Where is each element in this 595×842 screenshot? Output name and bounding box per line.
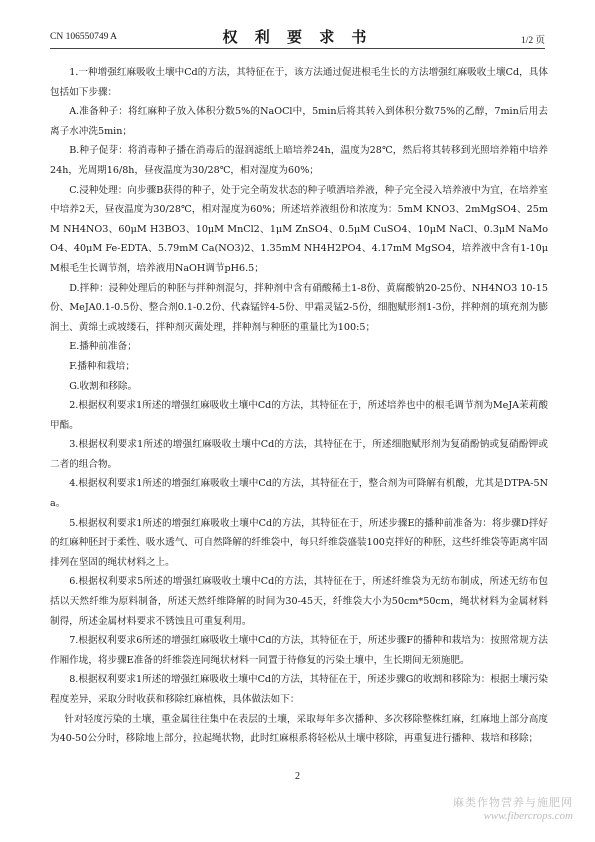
claim-5: 5.根据权利要求1所述的增强红麻吸收土壤中Cd的方法，其特征在于，所述步骤E的播种前准备为：将步骤D拌好的红麻种胚封于柔性、吸水透气、可自然降解的纤维袋中，每只纤维袋盛装100克拌好的种胚，这些纤维袋等距离牢固排列在坚固的绳状材料之上。 (50, 517, 548, 568)
claim-1-step-e: E.播种前准备； (69, 341, 137, 353)
claim-1-step-g: G.收割和移除。 (69, 380, 138, 392)
claim-8: 8.根据权利要求1所述的增强红麻吸收土壤中Cd的方法，其特征在于，所述步骤G的收割和移除为：根据土壤污染程度差异，采取分时收获和移除红麻植株，具体做法如下： (50, 674, 548, 705)
document-title: 权 利 要 求 书 (222, 28, 373, 46)
claim-1-step-a: A.准备种子：将红麻种子放入体积分数5%的NaOCl中，5min后将其转入到体积分数75%的乙醇，7min后用去离子水冲洗5min； (50, 106, 548, 137)
page-info: 1/2 页 (520, 36, 545, 46)
claim-1-step-f: F.播种和栽培； (69, 360, 135, 372)
claim-2: 2.根据权利要求1所述的增强红麻吸收土壤中Cd的方法，其特征在于，所述培养也中的根毛调节剂为MeJA茉莉酸甲酯。 (50, 400, 548, 431)
claim-1-step-b: B.种子促芽：将消毒种子播在消毒后的湿润滤纸上暗培养24h，温度为28℃，然后将其转移到光照培养箱中培养24h，光周期16/8h，昼夜温度为30/28℃，相对湿度为60%； (50, 145, 548, 176)
watermark-url: www.fibercrops.com (483, 810, 573, 822)
claims-body (50, 63, 548, 749)
claim-1-step-c: C.浸种处理：向步骤B获得的种子，处于完全萌发状态的种子喷洒培养液，种子完全浸入培养液中为宜，在培养室中培养2天，昼夜温度为30/28℃，相对湿度为60%；所述培养液组份和浓度为：5mM KNO3、2mMgSO4、25mM NH4NO3、60μM H3BO3、10μM MnCl2、1μM ZnSO4、0.5μM CuSO4、10μM NaCl、0.3μM NaMoO4、40μM Fe-EDTA、5.79mM Ca(NO3)2、1.35mM NH4H2PO4、4.17mM MgSO4，培养液中含有1-10μM根毛生长调节剂，培养液用NaOH调节pH6.5； (50, 184, 548, 274)
page-header (50, 26, 545, 49)
claim-7: 7.根据权利要求6所述的增强红麻吸收土壤中Cd的方法，其特征在于，所述步骤F的播种和栽培为：按照常规方法作厢作垅，将步骤E准备的纤维袋连同绳状材料一同置于待修复的污染土壤中，生长期间无须施肥。 (50, 635, 548, 666)
claim-6: 6.根据权利要求5所述的增强红麻吸收土壤中Cd的方法，其特征在于，所述纤维袋为无纺布制成，所述无纺布包括以天然纤维为原料制备，所述天然纤维降解的时间为30-45天，纤维袋大小为50cm*50cm，绳状材料为金属材料制得，所述金属材料要求不锈蚀且可重复利用。 (50, 576, 548, 627)
claim-1-intro: 1.一种增强红麻吸收土壤中Cd的方法，其特征在于，该方法通过促进根毛生长的方法增强红麻吸收土壤Cd，具体包括如下步骤： (50, 67, 548, 98)
page-number: 2 (295, 771, 300, 782)
site-watermark (453, 794, 573, 822)
patent-number: CN 106550749 A (50, 32, 118, 42)
claim-4: 4.根据权利要求1所述的增强红麻吸收土壤中Cd的方法，其特征在于，整合剂为可降解有机酸，尤其是DTPA-5Na。 (50, 478, 548, 510)
watermark-site-name: 麻类作物营养与施肥网 (453, 796, 573, 809)
claim-1-step-d: D.拌种：浸种处理后的种胚与拌种剂混匀，拌种剂中含有硝酸稀土1-8份、黄腐酸钠20-25份、NH4NO3 10-15份、MeJA0.1-0.5份、整合剂0.1-0.2份、代森锰锌4-5份、甲霜灵锰2-5份，细胞赋形剂1-3份，拌种剂的填充剂为膨润土、黄绵土或坡缕石，拌种剂灭菌处理，拌种剂与种胚的重量比为100:5； (50, 282, 548, 333)
claim-8-light-pollution: 针对轻度污染的土壤，重金属往往集中在表层的土壤，采取每年多次播种、多次移除整株红麻，红麻地上部分高度为40-50公分时，移除地上部分，拉起绳状物，此时红麻根系将轻松从土壤中移除，再重复进行播种、栽培和移除； (50, 713, 548, 745)
claim-3: 3.根据权利要求1所述的增强红麻吸收土壤中Cd的方法，其特征在于，所述细胞赋形剂为复硝酚钠或复硝酚钾或二者的组合物。 (50, 439, 548, 470)
